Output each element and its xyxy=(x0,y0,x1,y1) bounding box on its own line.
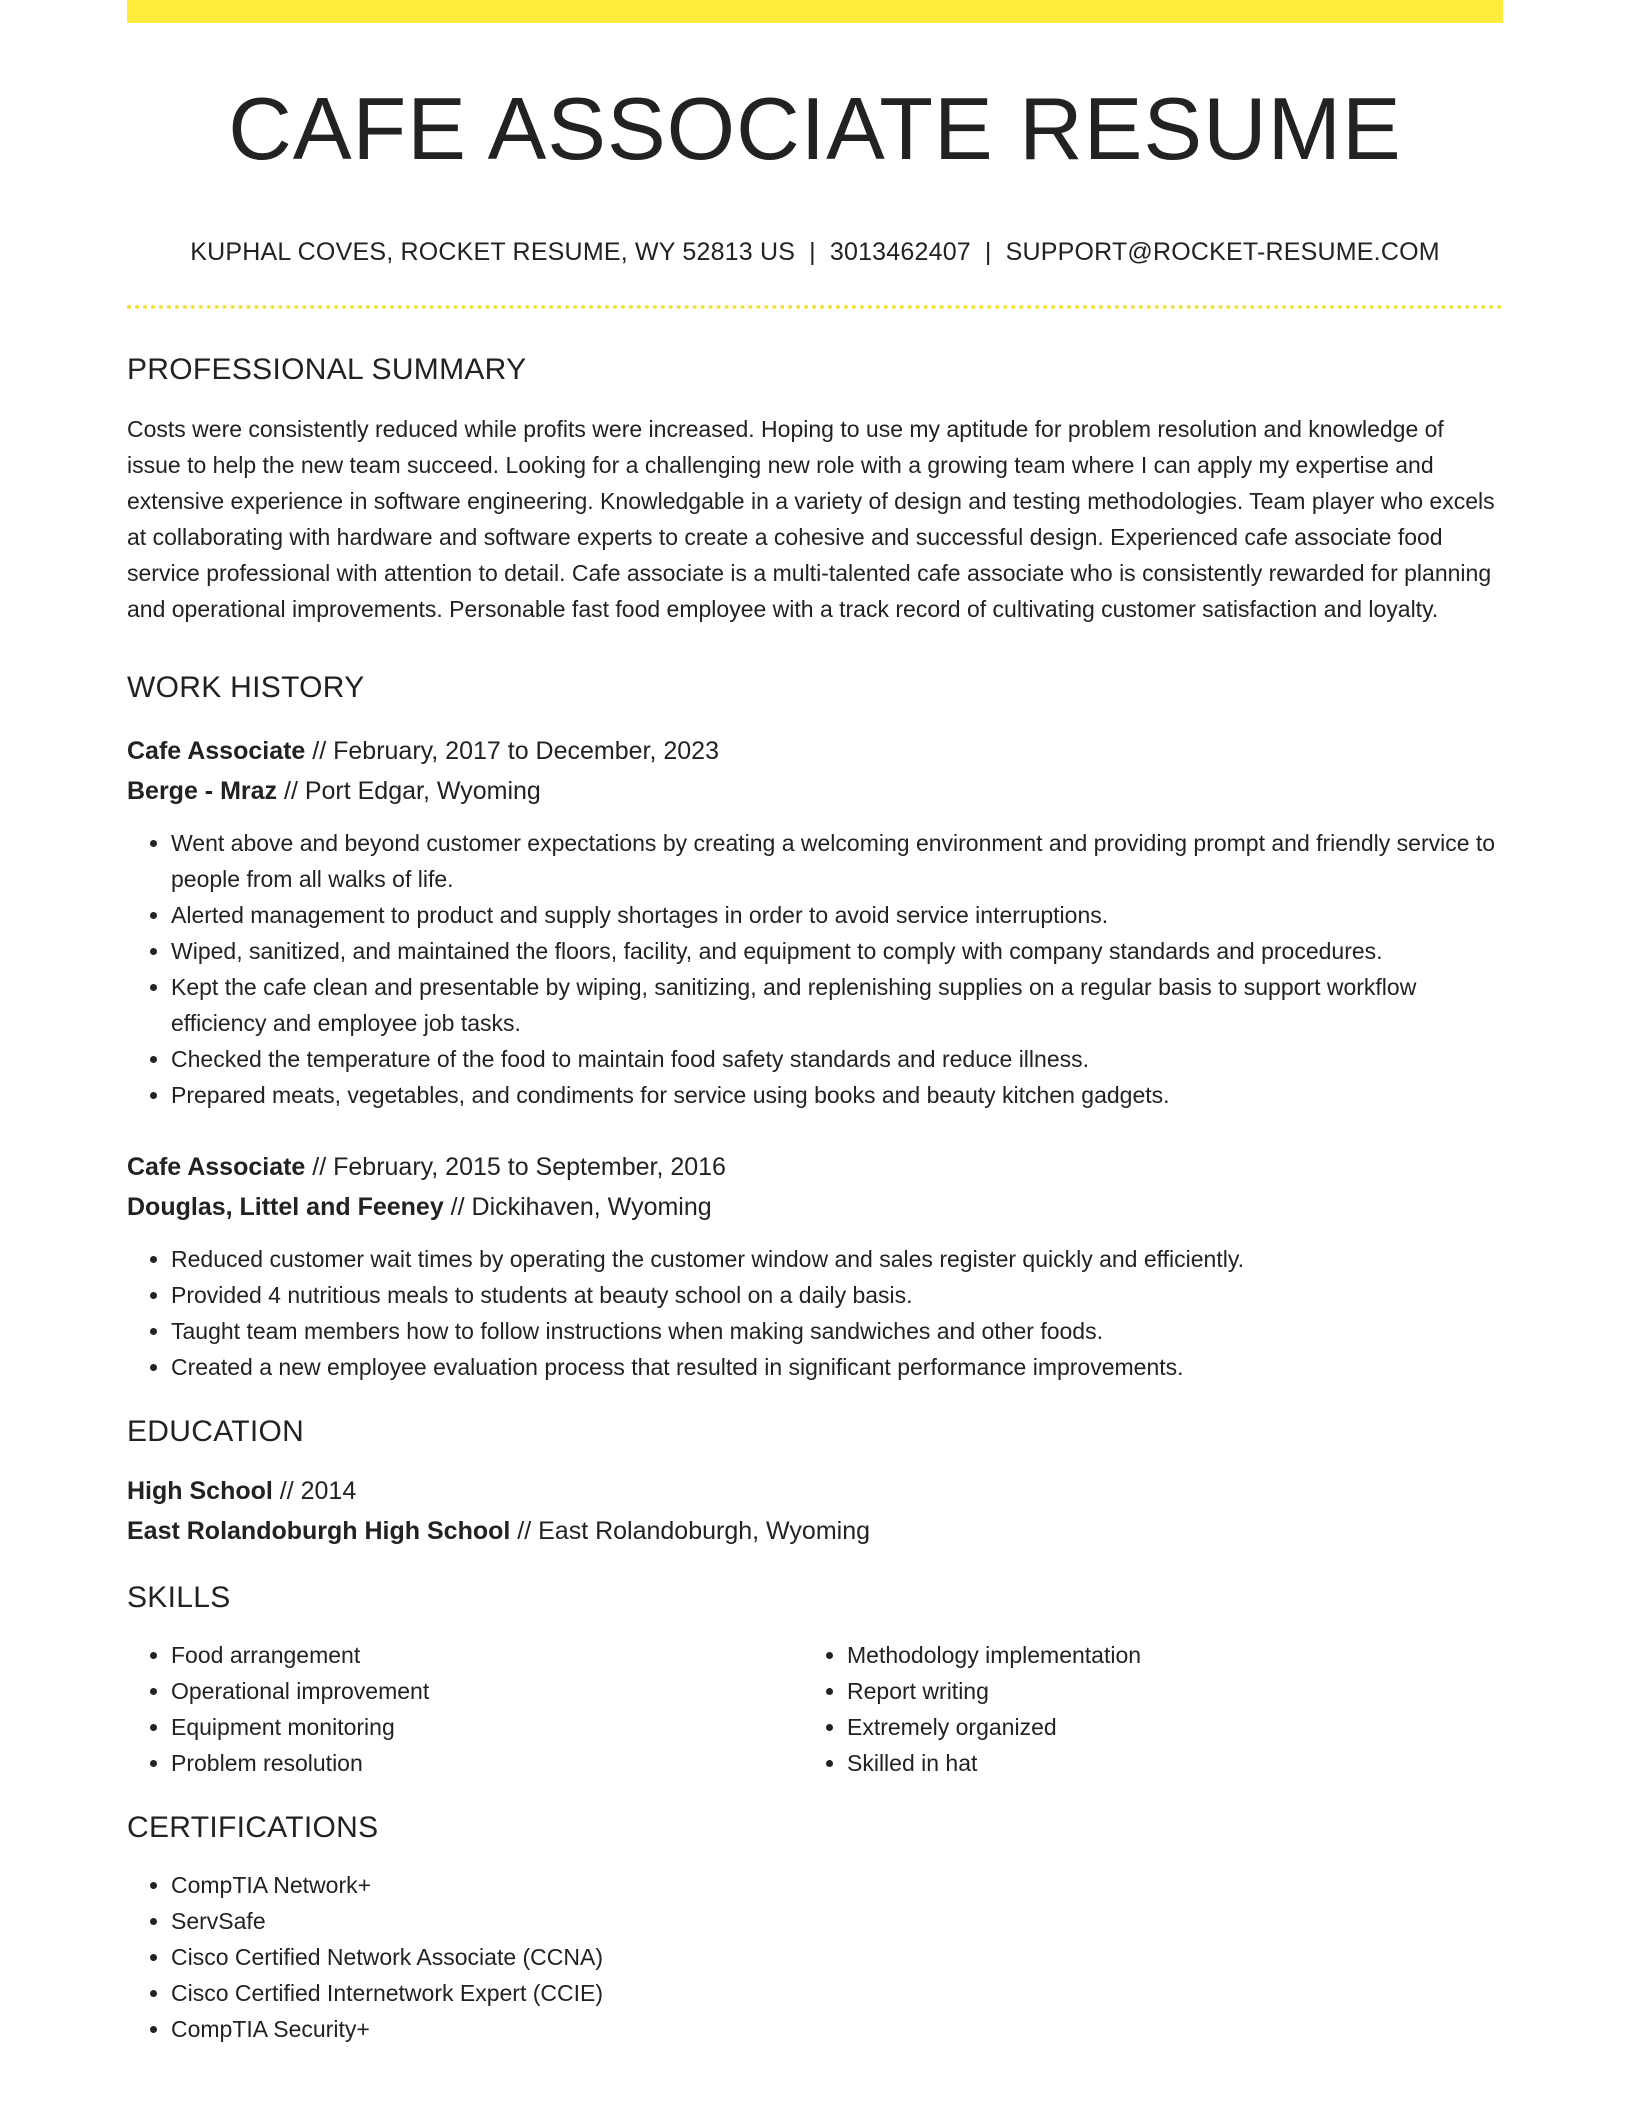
education-school: East Rolandoburgh High School xyxy=(127,1516,511,1545)
list-item: • Cisco Certified Network Associate (CCNA) xyxy=(171,1939,1503,1975)
education-degree-line xyxy=(127,1471,1503,1511)
list-item: • Went above and beyond customer expectations by creating a welcoming environment and providing prompt and friendly service to people from all walks of life. xyxy=(171,825,1503,897)
list-item: • Alerted management to product and supply shortages in order to avoid service interruptions. xyxy=(171,897,1503,933)
job-company-line xyxy=(127,1187,1503,1227)
list-item: • Extremely organized xyxy=(847,1709,1479,1745)
list-item: • Problem resolution xyxy=(171,1745,803,1781)
job-location: // Dickihaven, Wyoming xyxy=(443,1192,712,1221)
list-item: • Checked the temperature of the food to maintain food safety standards and reduce illness. xyxy=(171,1041,1503,1077)
contact-separator: | xyxy=(984,237,992,266)
job-entry xyxy=(127,1147,1503,1385)
summary-text: Costs were consistently reduced while profits were increased. Hoping to use my aptitude for problem resolution and knowledge of issue to help the new team succeed. Looking for a challenging new role with a growing team where I can apply my expertise and extensive experience in software engineering. Knowledgable in a variety of design and testing methodologies. Team player who excels at collaborating with hardware and software experts to create a cohesive and successful design. Experienced cafe associate food service professional with attention to detail. Cafe associate is a multi-talented cafe associate who is consistently rewarded for planning and operational improvements. Personable fast food employee with a track record of cultivating customer satisfaction and loyalty. xyxy=(127,415,1495,622)
job-location: // Port Edgar, Wyoming xyxy=(277,776,541,805)
job-company: Berge - Mraz xyxy=(127,776,278,805)
list-item: • Wiped, sanitized, and maintained the floors, facility, and equipment to comply with company standards and procedures. xyxy=(171,933,1503,969)
list-item: • Report writing xyxy=(847,1673,1479,1709)
section-heading-work-history: WORK HISTORY xyxy=(127,670,365,704)
contact-address: KUPHAL COVES, ROCKET RESUME, WY 52813 US xyxy=(190,237,796,266)
job-duties xyxy=(127,825,1503,1113)
contact-email: SUPPORT@ROCKET-RESUME.COM xyxy=(1005,237,1440,266)
accent-bar xyxy=(127,0,1503,23)
job-dates: // February, 2015 to September, 2016 xyxy=(305,1152,726,1181)
section-heading-skills: SKILLS xyxy=(127,1580,231,1614)
resume-title: CAFE ASSOCIATE RESUME xyxy=(228,79,1402,178)
list-item: • Skilled in hat xyxy=(847,1745,1479,1781)
job-company-line xyxy=(127,771,1503,811)
contact-separator: | xyxy=(809,237,816,266)
list-item: • Provided 4 nutritious meals to students at beauty school on a daily basis. xyxy=(171,1277,1503,1313)
list-item: • Equipment monitoring xyxy=(171,1709,803,1745)
education-year: // 2014 xyxy=(272,1476,357,1505)
education-entry xyxy=(127,1471,1503,1551)
job-dates: // February, 2017 to December, 2023 xyxy=(305,736,719,765)
list-item: • Methodology implementation xyxy=(847,1637,1479,1673)
list-item: • Operational improvement xyxy=(171,1673,803,1709)
list-item: • Reduced customer wait times by operating the customer window and sales register quickly and efficiently. xyxy=(171,1241,1503,1277)
skills-column-left xyxy=(127,1637,803,1781)
skills-column-right xyxy=(803,1637,1479,1781)
job-duties xyxy=(127,1241,1503,1385)
resume-page xyxy=(127,0,1503,2047)
list-item: • CompTIA Network+ xyxy=(171,1867,1503,1903)
certifications-list xyxy=(127,1867,1503,2047)
list-item: • Food arrangement xyxy=(171,1637,803,1673)
list-item: • Prepared meats, vegetables, and condiments for service using books and beauty kitchen gadgets. xyxy=(171,1077,1503,1113)
header-divider xyxy=(127,305,1503,309)
list-item: • Taught team members how to follow instructions when making sandwiches and other foods. xyxy=(171,1313,1503,1349)
education-location: // East Rolandoburgh, Wyoming xyxy=(510,1516,871,1545)
section-heading-summary: PROFESSIONAL SUMMARY xyxy=(127,352,527,386)
list-item: • Cisco Certified Internetwork Expert (CCIE) xyxy=(171,1975,1503,2011)
contact-phone: 3013462407 xyxy=(829,237,971,266)
section-heading-certifications: CERTIFICATIONS xyxy=(127,1810,379,1844)
job-entry xyxy=(127,731,1503,1113)
list-item: • Created a new employee evaluation process that resulted in significant performance improvements. xyxy=(171,1349,1503,1385)
job-title-line xyxy=(127,1147,1503,1187)
education-school-line xyxy=(127,1511,1503,1551)
job-title-line xyxy=(127,731,1503,771)
list-item: • ServSafe xyxy=(171,1903,1503,1939)
skills-list xyxy=(127,1637,1503,1781)
education-degree: High School xyxy=(127,1476,273,1505)
contact-line xyxy=(127,238,1503,267)
section-heading-education: EDUCATION xyxy=(127,1414,305,1448)
list-item: • Kept the cafe clean and presentable by wiping, sanitizing, and replenishing supplies on a regular basis to support workflow efficiency and employee job tasks. xyxy=(171,969,1503,1041)
job-company: Douglas, Littel and Feeney xyxy=(127,1192,444,1221)
list-item: • CompTIA Security+ xyxy=(171,2011,1503,2047)
job-title: Cafe Associate xyxy=(127,736,306,765)
job-title: Cafe Associate xyxy=(127,1152,306,1181)
